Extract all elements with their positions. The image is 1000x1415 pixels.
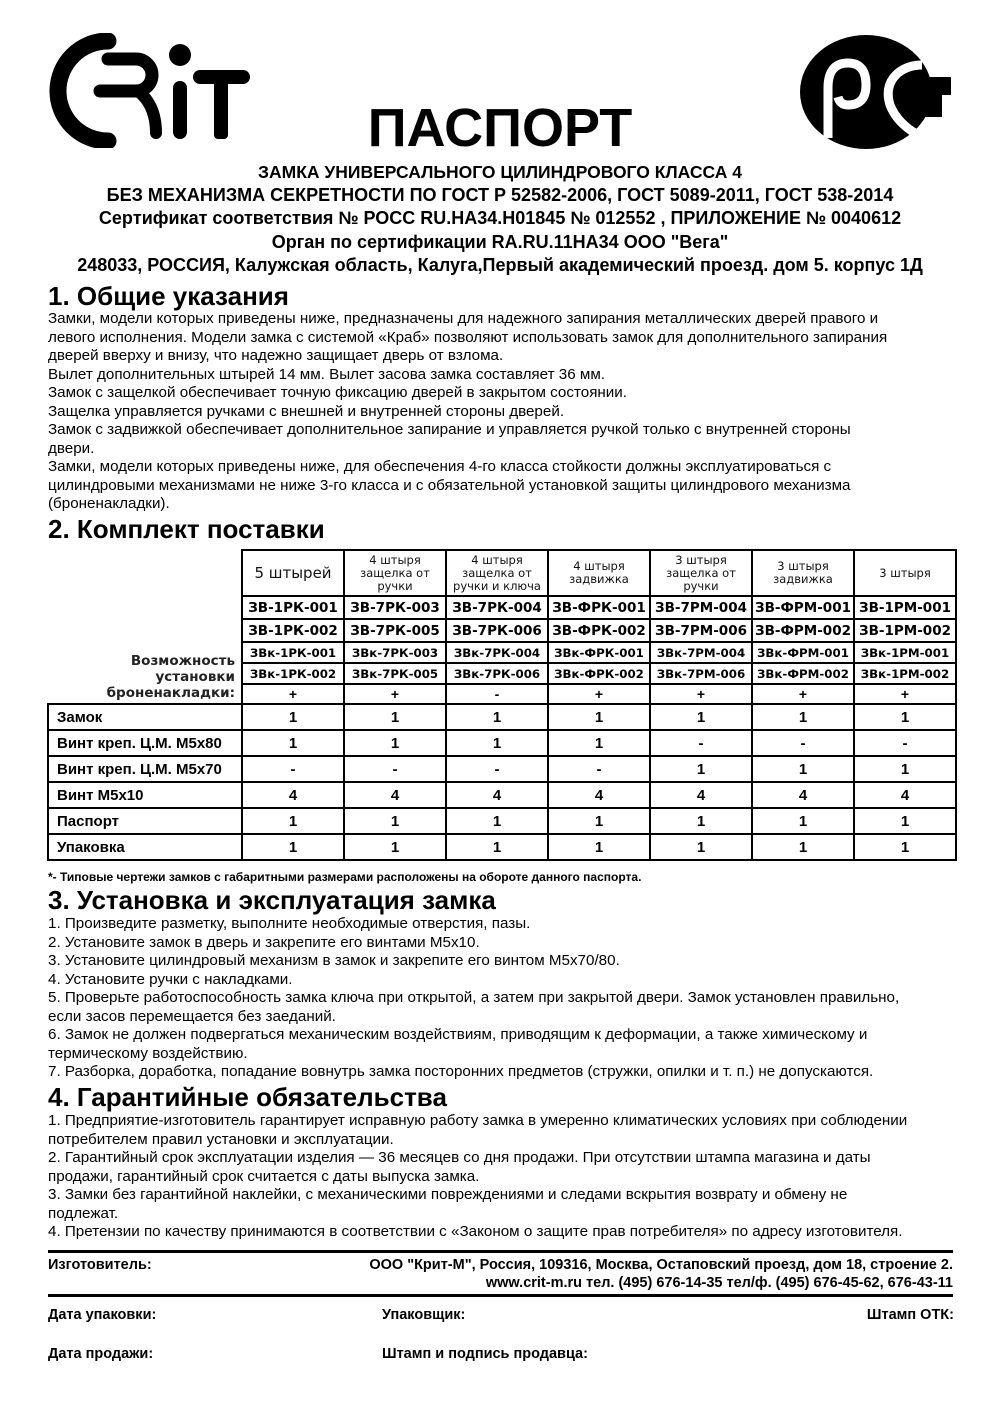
column-header: [446, 550, 548, 596]
armor-plate-cell: -: [446, 684, 548, 704]
section-3-body: [48, 915, 958, 1082]
section-3-line: 6. Замок не должен подвергаться механическим воздействиям, приводящим к деформации, а также химическому и: [48, 1026, 868, 1043]
column-header-line: 5 штырей: [254, 563, 332, 582]
kit-item-quantity: 4: [344, 782, 446, 808]
section-3-line: 4. Установите ручки с накладками.: [48, 970, 293, 988]
section-1-line: (броненакладки).: [48, 495, 170, 512]
column-header: [242, 550, 344, 596]
column-header-line: 3 штыря: [777, 559, 829, 573]
kit-item-row: [48, 834, 956, 860]
kit-item-quantity: 1: [650, 704, 752, 730]
kit-item-row: [48, 730, 956, 756]
kit-item-name: Замок: [48, 704, 242, 730]
kit-item-quantity: 1: [242, 730, 344, 756]
column-header-line: задвижка: [773, 572, 833, 586]
kit-item-quantity: 1: [854, 808, 956, 834]
armor-caption-line: Возможность установки: [130, 653, 235, 685]
armor-plate-cell: +: [548, 684, 650, 704]
header-certificate: Сеpтификат соответствия № РОСС RU.НА34.Н01845 № 012552 , ПРИЛОЖЕНИЕ № 0040612: [98, 208, 902, 228]
armor-plate-cell: +: [854, 684, 956, 704]
kit-item-name: Винт креп. Ц.М. М5х70: [48, 756, 242, 782]
section-2-title: 2. Комплект поставки: [48, 514, 325, 544]
kit-item-quantity: 1: [650, 834, 752, 860]
column-header: [548, 550, 650, 596]
kit-item-quantity: 4: [446, 782, 548, 808]
kit-item-quantity: -: [344, 756, 446, 782]
kit-item-quantity: -: [446, 756, 548, 782]
model-code-cell: ЗВк-1РМ-001: [854, 642, 956, 663]
table-footnote: *- Типовые чертежи замков с габаритными размерами расположены на обороте данного паспорта.: [48, 870, 642, 884]
model-code-cell: ЗВ-ФРК-001: [548, 596, 650, 619]
model-code-cell: ЗВ-ФРМ-002: [752, 619, 854, 642]
section-1-line: Замки, модели которых приведены ниже, для обеспечения 4-го класса стойкости должны эксплуатироваться с: [48, 458, 832, 475]
model-code-cell: ЗВ-7РК-006: [446, 619, 548, 642]
kit-item-quantity: 1: [752, 756, 854, 782]
footer-divider-bottom: [48, 1294, 953, 1297]
section-1-line: Замки, модели которых приведены ниже, предназначены для надежного запирания металлических дверей правого и: [48, 310, 879, 327]
kit-item-quantity: 1: [752, 834, 854, 860]
kit-item-quantity: 1: [854, 756, 956, 782]
model-code-cell: ЗВ-1РК-002: [242, 619, 344, 642]
kit-item-quantity: -: [650, 730, 752, 756]
column-header: [344, 550, 446, 596]
kit-item-quantity: 1: [344, 808, 446, 834]
section-3-line: 3. Установите цилиндровый механизм в замок и закрепите его винтом М5х70/80.: [48, 952, 620, 969]
column-header: [650, 550, 752, 596]
kit-item-quantity: 1: [242, 834, 344, 860]
section-4-line: подлежат.: [48, 1204, 119, 1222]
armor-plate-cell: +: [242, 684, 344, 704]
kit-item-quantity: 4: [650, 782, 752, 808]
kit-item-quantity: 1: [344, 730, 446, 756]
model-row: [48, 596, 956, 619]
kit-item-quantity: 4: [752, 782, 854, 808]
model-code-cell: ЗВк-7РМ-004: [650, 642, 752, 663]
section-1-title: 1. Общие указания: [48, 281, 289, 311]
model-code-cell: ЗВ-7РМ-006: [650, 619, 752, 642]
section-1-line: левого исполнения. Модели замка с системой «Краб» позволяют использовать замок для дополнительного запирания: [48, 328, 888, 346]
column-header: [752, 550, 854, 596]
armor-plate-cell: +: [650, 684, 752, 704]
kit-item-quantity: 4: [548, 782, 650, 808]
section-3-line: если засов перемещается без заеданий.: [48, 1007, 336, 1025]
model-code-cell: ЗВ-ФРМ-001: [752, 596, 854, 619]
kit-item-quantity: 1: [446, 730, 548, 756]
table-header-row: [48, 550, 956, 596]
rst-certification-icon: [798, 33, 955, 151]
section-3-line: термическому воздействию.: [48, 1044, 248, 1062]
column-header-line: защелка от: [666, 565, 736, 580]
column-header: [854, 550, 956, 596]
section-1-line: Замок с задвижкой обеспечивает дополнительное запирание и управляется ручкой только с внутренней стороны: [48, 421, 851, 438]
header-standards: БЕЗ МЕХАНИЗМА СЕКРЕТНОСТИ ПО ГОСТ Р 52582-2006, ГОСТ 5089-2011, ГОСТ 538-2014: [106, 185, 894, 205]
model-code-cell: ЗВк-ФРК-002: [548, 663, 650, 684]
armor-caption: [48, 596, 242, 704]
model-code-cell: ЗВ-7РМ-004: [650, 596, 752, 619]
section-1-line: Защелка управляется ручками с внешней и внутренней стороны дверей.: [48, 402, 565, 420]
kit-item-quantity: 1: [446, 834, 548, 860]
model-code-cell: ЗВ-1РМ-002: [854, 619, 956, 642]
model-code-cell: ЗВк-1РМ-002: [854, 663, 956, 684]
kit-item-quantity: 1: [650, 808, 752, 834]
section-4-line: 1. Предприятие-изготовитель гарантирует исправную работу замка в умеренно климатических условиях при соблюдении: [48, 1112, 908, 1129]
kit-item-quantity: 1: [548, 730, 650, 756]
column-header-line: задвижка: [569, 572, 629, 586]
kit-item-row: [48, 704, 956, 730]
kit-item-quantity: 1: [752, 704, 854, 730]
kit-item-quantity: 1: [650, 756, 752, 782]
section-4-line: потребителем правил установки и эксплуатации.: [48, 1130, 394, 1148]
model-code-cell: ЗВк-7РК-005: [344, 663, 446, 684]
column-header-line: 4 штыря: [369, 552, 421, 567]
model-code-cell: ЗВ-ФРК-002: [548, 619, 650, 642]
kit-item-quantity: 4: [242, 782, 344, 808]
column-header-line: 3 штыря: [879, 565, 931, 580]
kit-item-quantity: 1: [548, 834, 650, 860]
column-header-line: 4 штыря: [471, 552, 523, 567]
model-code-cell: ЗВ-1РМ-001: [854, 596, 956, 619]
header-subtitle: ЗАМКА УНИВЕРСАЛЬНОГО ЦИЛИНДРОВОГО КЛАССА 4: [258, 162, 742, 182]
kit-item-quantity: 1: [548, 808, 650, 834]
empty-corner-cell: [48, 550, 242, 596]
kit-item-quantity: 4: [854, 782, 956, 808]
column-header-line: ручки: [377, 578, 413, 593]
header-certification-body: Орган по сертификации RA.RU.11НА34 ООО "Вега": [271, 232, 729, 252]
footer-divider-top: [48, 1250, 953, 1253]
armor-plate-cell: +: [752, 684, 854, 704]
delivery-kit-table: [47, 549, 957, 861]
seller-stamp-label: Штамп и подпись продавца:: [382, 1346, 588, 1362]
kit-item-row: [48, 756, 956, 782]
section-1-body: [48, 310, 958, 514]
manufacturer-contacts: www.crit-m.ru тел. (495) 676-14-35 тел/ф. (495) 676-45-62, 676-43-11: [485, 1275, 953, 1291]
model-code-cell: ЗВ-7РК-003: [344, 596, 446, 619]
kit-item-quantity: -: [242, 756, 344, 782]
model-code-cell: ЗВ-7РК-004: [446, 596, 548, 619]
kit-item-name: Упаковка: [48, 834, 242, 860]
kit-item-name: Паспорт: [48, 808, 242, 834]
kit-item-quantity: 1: [242, 704, 344, 730]
kit-item-quantity: 1: [242, 808, 344, 834]
model-code-cell: ЗВк-ФРК-001: [548, 642, 650, 663]
model-code-cell: ЗВк-7РМ-006: [650, 663, 752, 684]
section-1-line: двери.: [48, 439, 95, 457]
model-code-cell: ЗВ-7РК-005: [344, 619, 446, 642]
kit-item-row: [48, 808, 956, 834]
kit-item-name: Винт креп. Ц.М. М5х80: [48, 730, 242, 756]
column-header-line: 4 штыря: [573, 559, 625, 573]
section-4-line: 2. Гарантийный срок эксплуатации изделия — 36 месяцев со дня продажи. При отсутствии штампа магазина и даты: [48, 1149, 871, 1166]
column-header-line: 3 штыря: [675, 552, 727, 567]
section-4-line: 4. Претензии по качеству принимаются в соответствии с «Законом о защите прав потребителя» по адресу изготовителя.: [48, 1223, 903, 1240]
kit-item-quantity: 1: [548, 704, 650, 730]
section-3-line: 2. Установите замок в дверь и закрепите его винтами М5х10.: [48, 933, 480, 951]
kit-item-quantity: 1: [752, 808, 854, 834]
column-header-line: ручки и ключа: [453, 578, 541, 593]
model-code-cell: ЗВк-ФРМ-001: [752, 642, 854, 663]
model-code-cell: ЗВк-7РК-006: [446, 663, 548, 684]
manufacturer-label: Изготовитель:: [48, 1257, 152, 1273]
section-3-title: 3. Установка и эксплуатация замка: [48, 885, 496, 915]
model-code-cell: ЗВ-1РК-001: [242, 596, 344, 619]
manufacturer-address: ООО "Крит-М", Россия, 109316, Москва, Остаповский проезд, дом 18, строение 2.: [369, 1257, 953, 1273]
model-code-cell: ЗВк-1РК-001: [242, 642, 344, 663]
qc-stamp-label: Штамп ОТК:: [866, 1307, 954, 1323]
kit-item-quantity: 1: [344, 834, 446, 860]
section-4-line: 3. Замки без гарантийной наклейки, с механическими повреждениями и следами вскрытия возврату и обмену не: [48, 1186, 848, 1203]
section-3-line: 7. Разборка, доработка, попадание вовнутрь замка посторонних предметов (стружки, опилки и т. п.) не допускаются.: [48, 1063, 874, 1080]
packer-label: Упаковщик:: [382, 1307, 466, 1323]
column-header-line: защелка от: [462, 565, 532, 580]
section-4-body: [48, 1112, 958, 1242]
armor-caption-line: броненакладки:: [106, 685, 235, 701]
model-code-cell: ЗВк-7РК-003: [344, 642, 446, 663]
column-header-line: защелка от: [360, 565, 430, 580]
packing-date-label: Дата упаковки:: [48, 1307, 157, 1323]
model-code-cell: ЗВк-ФРМ-002: [752, 663, 854, 684]
model-code-cell: ЗВк-7РК-004: [446, 642, 548, 663]
kit-item-quantity: -: [548, 756, 650, 782]
header-certification-address: 248033, РОССИЯ, Калужская область, Калуга,Первый академический проезд. дом 5. корпус 1Д: [77, 255, 923, 275]
section-3-line: 1. Произведите разметку, выполните необходимые отверстия, пазы.: [48, 915, 531, 932]
kit-item-name: Винт М5х10: [48, 782, 242, 808]
kit-item-quantity: 1: [446, 808, 548, 834]
armor-plate-cell: +: [344, 684, 446, 704]
model-code-cell: ЗВк-1РК-002: [242, 663, 344, 684]
section-3-line: 5. Проверьте работоспособность замка ключа при открытой, а затем при закрытой двери. Замок установлен правильно,: [48, 989, 900, 1006]
section-1-line: цилиндровыми механизмами не ниже 3-го класса и с обязательной установкой защиты цилиндрового механизма: [48, 476, 851, 494]
section-1-line: Вылет дополнительных штырей 14 мм. Вылет засова замка составляет 36 мм.: [48, 365, 605, 383]
kit-item-quantity: -: [854, 730, 956, 756]
column-header-line: ручки: [683, 578, 719, 593]
kit-item-quantity: 1: [854, 704, 956, 730]
section-4-title: 4. Гарантийные обязательства: [48, 1082, 447, 1112]
kit-item-row: [48, 782, 956, 808]
document-title: ПАСПОРТ: [367, 98, 633, 158]
section-4-line: продажи, гарантийный срок считается с даты выпуска замка.: [48, 1167, 480, 1185]
kit-item-quantity: -: [752, 730, 854, 756]
kit-item-quantity: 1: [344, 704, 446, 730]
section-1-line: Замок с защелкой обеспечивает точную фиксацию дверей в закрытом состоянии.: [48, 384, 627, 401]
sale-date-label: Дата продажи:: [48, 1346, 154, 1362]
kit-item-quantity: 1: [446, 704, 548, 730]
section-1-line: дверей вверху и внизу, что надежно защищает дверь от взлома.: [48, 347, 504, 364]
kit-item-quantity: 1: [854, 834, 956, 860]
